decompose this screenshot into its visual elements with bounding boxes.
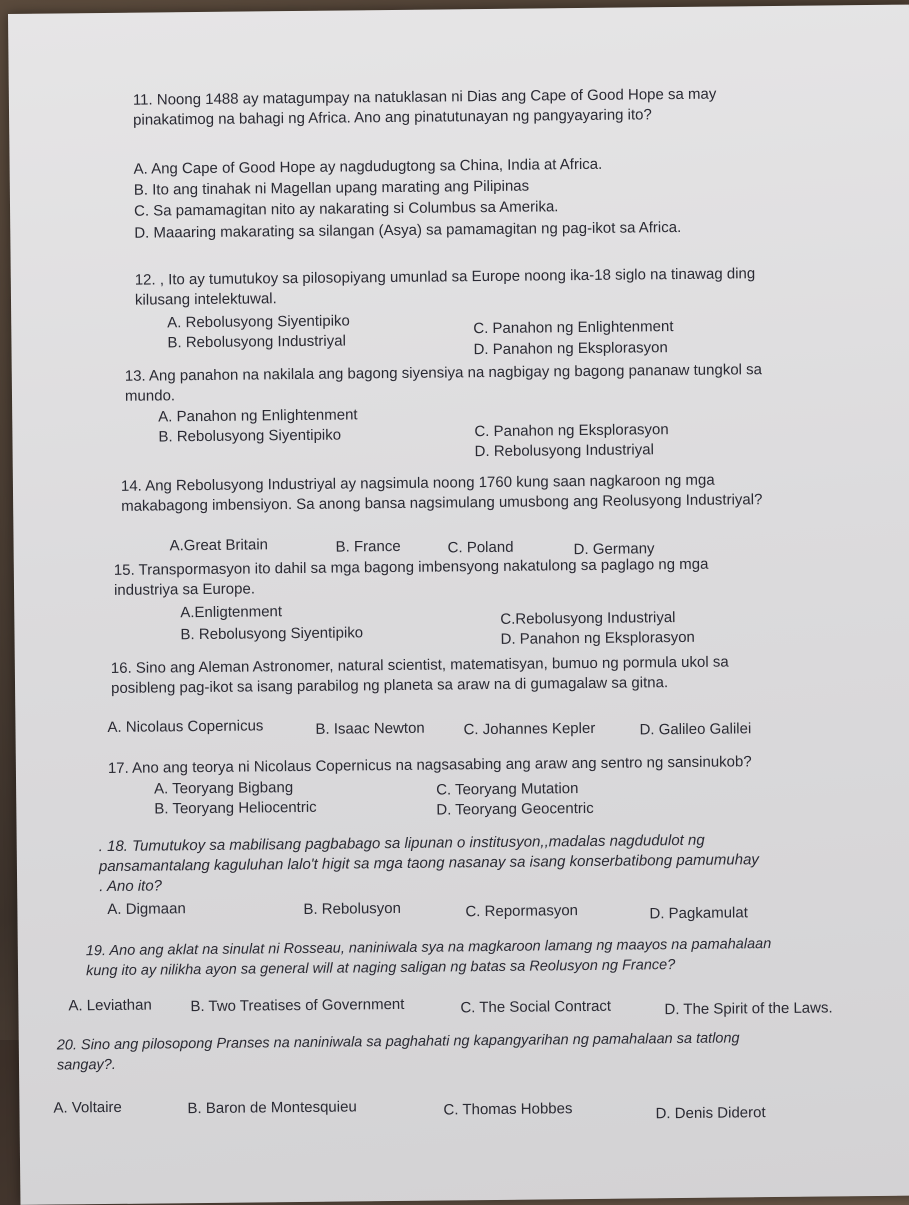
q16-option-a: A. Nicolaus Copernicus xyxy=(107,717,264,736)
q20-option-c: C. Thomas Hobbes xyxy=(443,1100,573,1119)
q19-option-c: C. The Social Contract xyxy=(460,997,612,1017)
q18-option-d: D. Pagkamulat xyxy=(649,904,748,923)
q20-option-d: D. Denis Diderot xyxy=(655,1104,766,1123)
question-11 xyxy=(133,85,717,131)
q17-option-d: D. Teoryang Geocentric xyxy=(436,799,594,819)
q15-option-d: D. Panahon ng Eksplorasyon xyxy=(500,628,695,648)
question-16 xyxy=(111,652,729,698)
q18-option-c: C. Repormasyon xyxy=(465,902,579,921)
q19-option-d: D. The Spirit of the Laws. xyxy=(664,999,833,1019)
q13-option-a: A. Panahon ng Enlightenment xyxy=(158,406,358,426)
question-12-text-line1: 12. , Ito ay tumutukoy sa pilosopiyang umunlad sa Europe noong ika-18 siglo na tinawag ding xyxy=(134,265,756,289)
q20-option-b: B. Baron de Montesquieu xyxy=(187,1098,357,1118)
q18-option-a: A. Digmaan xyxy=(107,900,186,919)
q14-option-b: B. France xyxy=(335,537,401,556)
q13-option-c: C. Panahon ng Eksplorasyon xyxy=(474,421,669,441)
question-12 xyxy=(135,264,756,310)
q11-option-c: C. Sa pamamagitan nito ay nakarating si Columbus sa Amerika. xyxy=(133,198,559,220)
q11-option-a: A. Ang Cape of Good Hope ay nagdudugtong sa China, India at Africa. xyxy=(133,155,603,178)
q11-option-d: D. Maaaring makarating sa silangan (Asya) sa pamamagitan ng pag-ikot sa Africa. xyxy=(134,218,682,242)
q13-option-b: B. Rebolusyong Siyentipiko xyxy=(158,426,342,446)
q15-option-b: B. Rebolusyong Siyentipiko xyxy=(180,624,364,644)
question-18-text-line1: . 18. Tumutukoy sa mabilisang pagbabago sa lipunan o institusyon,,madalas nagdudulot ng xyxy=(98,831,705,856)
q17-option-a: A. Teoryang Bigbang xyxy=(154,779,294,798)
question-20 xyxy=(57,1028,740,1075)
question-13 xyxy=(125,360,763,407)
question-15-text-line2: industriya sa Europe. xyxy=(113,580,256,599)
q11-option-b: B. Ito ang tinahak ni Magellan upang marating ang Pilipinas xyxy=(133,177,530,199)
q17-option-c: C. Teoryang Mutation xyxy=(436,780,579,799)
question-20-text-line2: sangay?. xyxy=(56,1056,116,1074)
question-18-text-line2: pansamantalang kaguluhan lalo't higit sa mga taong nasanay sa isang konserbatibong pamumuhay xyxy=(98,851,759,876)
question-13-text-line2: mundo. xyxy=(124,387,176,405)
question-15-text-line1: 15. Transpormasyon ito dahil sa mga bagong imbensyong nakatulong sa paglago ng mga xyxy=(113,555,709,579)
q16-option-b: B. Isaac Newton xyxy=(315,719,425,738)
question-18 xyxy=(99,830,760,897)
q12-option-b: B. Rebolusyong Industriyal xyxy=(167,332,346,352)
question-17 xyxy=(108,752,752,779)
q15-option-c: C.Rebolusyong Industriyal xyxy=(500,609,676,628)
q16-option-d: D. Galileo Galilei xyxy=(639,720,752,739)
q12-option-d: D. Panahon ng Eksplorasyon xyxy=(473,339,668,359)
question-16-text-line1: 16. Sino ang Aleman Astronomer, natural scientist, matematisyan, bumuo ng pormula ukol sa xyxy=(110,653,729,677)
question-18-text-line3: . Ano ito? xyxy=(99,877,163,896)
q19-option-b: B. Two Treatises of Government xyxy=(190,995,405,1016)
q13-option-d: D. Rebolusyong Industriyal xyxy=(474,441,654,461)
q14-option-d: D. Germany xyxy=(573,540,655,559)
q15-option-a: A.Enligtenment xyxy=(180,603,283,622)
question-19 xyxy=(86,934,772,981)
question-14-text-line2: makabagong imbensiyon. Sa anong bansa nagsimulang umusbong ang Reolusyong Industriyal? xyxy=(121,491,763,515)
q19-option-a: A. Leviathan xyxy=(68,996,152,1015)
worksheet-page xyxy=(8,5,909,1205)
question-11-text-line1: 11. Noong 1488 ay matagumpay na natuklasan ni Dias ang Cape of Good Hope sa may xyxy=(132,85,717,109)
question-19-text-line1: 19. Ano ang aklat na sinulat ni Rosseau, naniniwala sya na magkaroon lamang ng maayos na pamahalaan xyxy=(85,936,772,960)
question-17-text-line1: 17. Ano ang teorya ni Nicolaus Copernicus na nagsasabing ang araw ang sentro ng sansinukob? xyxy=(107,753,752,777)
question-14 xyxy=(121,470,763,517)
question-11-text-line2: pinakatimog na bahagi ng Africa. Ano ang pinatutunayan ng pangyayaring ito? xyxy=(133,106,652,129)
q18-option-b: B. Rebolusyon xyxy=(303,899,402,918)
question-20-text-line1: 20. Sino ang pilosopong Pranses na naniniwala sa paghahati ng kapangyarihan ng pamahalaan sa tatlong xyxy=(56,1030,740,1054)
q16-option-c: C. Johannes Kepler xyxy=(463,719,596,739)
question-12-text-line2: kilusang intelektuwal. xyxy=(134,290,277,309)
q20-option-a: A. Voltaire xyxy=(53,1098,122,1117)
q14-option-a: A.Great Britain xyxy=(169,536,269,555)
q12-option-c: C. Panahon ng Enlightenment xyxy=(473,318,674,338)
q17-option-b: B. Teoryang Heliocentric xyxy=(154,798,317,818)
question-13-text-line1: 13. Ang panahon na nakilala ang bagong siyensiya na nagbigay ng bagong pananaw tungkol sa xyxy=(124,361,763,385)
question-15 xyxy=(114,555,709,601)
question-14-text-line1: 14. Ang Rebolusyong Industriyal ay nagsimula noong 1760 kung saan nagkaroon ng mga xyxy=(120,471,715,495)
question-16-text-line2: posibleng pag-ikot sa isang parabilog ng planeta sa araw na di gumagalaw sa gitna. xyxy=(110,674,669,697)
question-19-text-line2: kung ito ay nilikha ayon sa general will at naging saligan ng batas sa Reolusyon ng France? xyxy=(85,957,676,980)
q12-option-a: A. Rebolusyong Siyentipiko xyxy=(167,312,350,332)
q14-option-c: C. Poland xyxy=(447,538,514,557)
